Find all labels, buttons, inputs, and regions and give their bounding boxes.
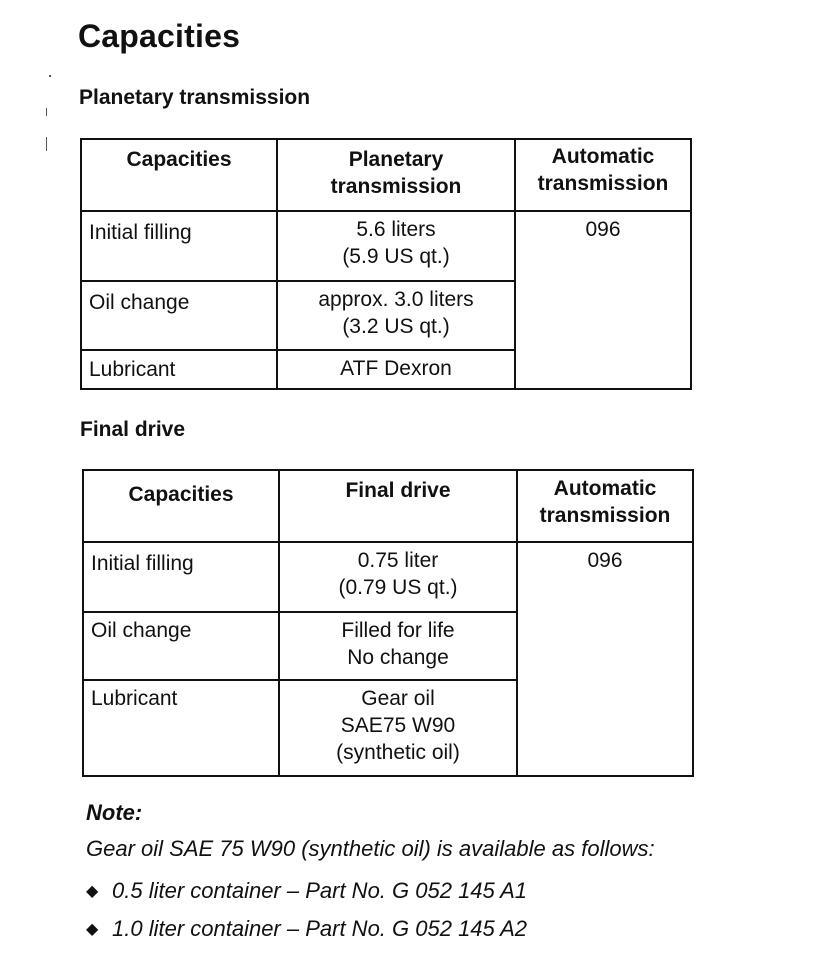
transmission-code-cell bbox=[517, 542, 693, 776]
row-label-lubricant: Lubricant bbox=[83, 680, 279, 776]
row-label-lubricant: Lubricant bbox=[81, 350, 277, 389]
table-row bbox=[83, 542, 693, 612]
row-label-initial-filling: Initial filling bbox=[83, 542, 279, 612]
note-list bbox=[86, 872, 527, 948]
list-item-text: 1.0 liter container – Part No. G 052 145 A2 bbox=[112, 916, 527, 941]
header-capacities: Capacities bbox=[81, 139, 277, 211]
header-final-drive: Final drive bbox=[279, 470, 517, 542]
diamond-bullet-icon: ◆ bbox=[86, 883, 99, 900]
table-header-row bbox=[81, 139, 691, 211]
row-value-initial-filling: 5.6 liters (5.9 US qt.) bbox=[277, 211, 515, 281]
header-automatic-transmission: Automatic transmission bbox=[515, 139, 691, 211]
list-item bbox=[86, 910, 527, 948]
row-value-oil-change: approx. 3.0 liters (3.2 US qt.) bbox=[277, 281, 515, 350]
scan-mark bbox=[49, 75, 51, 77]
final-drive-section-heading: Final drive bbox=[80, 418, 186, 441]
note-heading: Note: bbox=[86, 800, 143, 825]
planetary-section-heading: Planetary transmission bbox=[79, 86, 311, 109]
row-value-initial-filling: 0.75 liter (0.79 US qt.) bbox=[279, 542, 517, 612]
row-label-oil-change: Oil change bbox=[83, 612, 279, 680]
list-item bbox=[86, 872, 527, 910]
page-title: Capacities bbox=[78, 18, 241, 54]
row-label-initial-filling: Initial filling bbox=[81, 211, 277, 281]
final-drive-capacities-table bbox=[82, 469, 694, 777]
header-capacities: Capacities bbox=[83, 470, 279, 542]
scan-mark bbox=[46, 137, 47, 151]
header-automatic-transmission: Automatic transmission bbox=[517, 470, 693, 542]
diamond-bullet-icon: ◆ bbox=[86, 921, 99, 938]
transmission-code: 096 bbox=[585, 218, 621, 241]
table-header-row bbox=[83, 470, 693, 542]
transmission-code-cell bbox=[515, 211, 691, 389]
list-item-text: 0.5 liter container – Part No. G 052 145 A1 bbox=[112, 878, 527, 903]
note-text: Gear oil SAE 75 W90 (synthetic oil) is available as follows: bbox=[86, 836, 655, 861]
transmission-code: 096 bbox=[587, 549, 623, 572]
row-label-oil-change: Oil change bbox=[81, 281, 277, 350]
row-value-oil-change: Filled for life No change bbox=[279, 612, 517, 680]
header-planetary-transmission: Planetary transmission bbox=[277, 139, 515, 211]
planetary-capacities-table bbox=[80, 138, 692, 390]
table-row bbox=[81, 211, 691, 281]
row-value-lubricant: Gear oil SAE75 W90 (synthetic oil) bbox=[279, 680, 517, 776]
row-value-lubricant: ATF Dexron bbox=[277, 350, 515, 389]
scan-mark bbox=[46, 108, 47, 116]
